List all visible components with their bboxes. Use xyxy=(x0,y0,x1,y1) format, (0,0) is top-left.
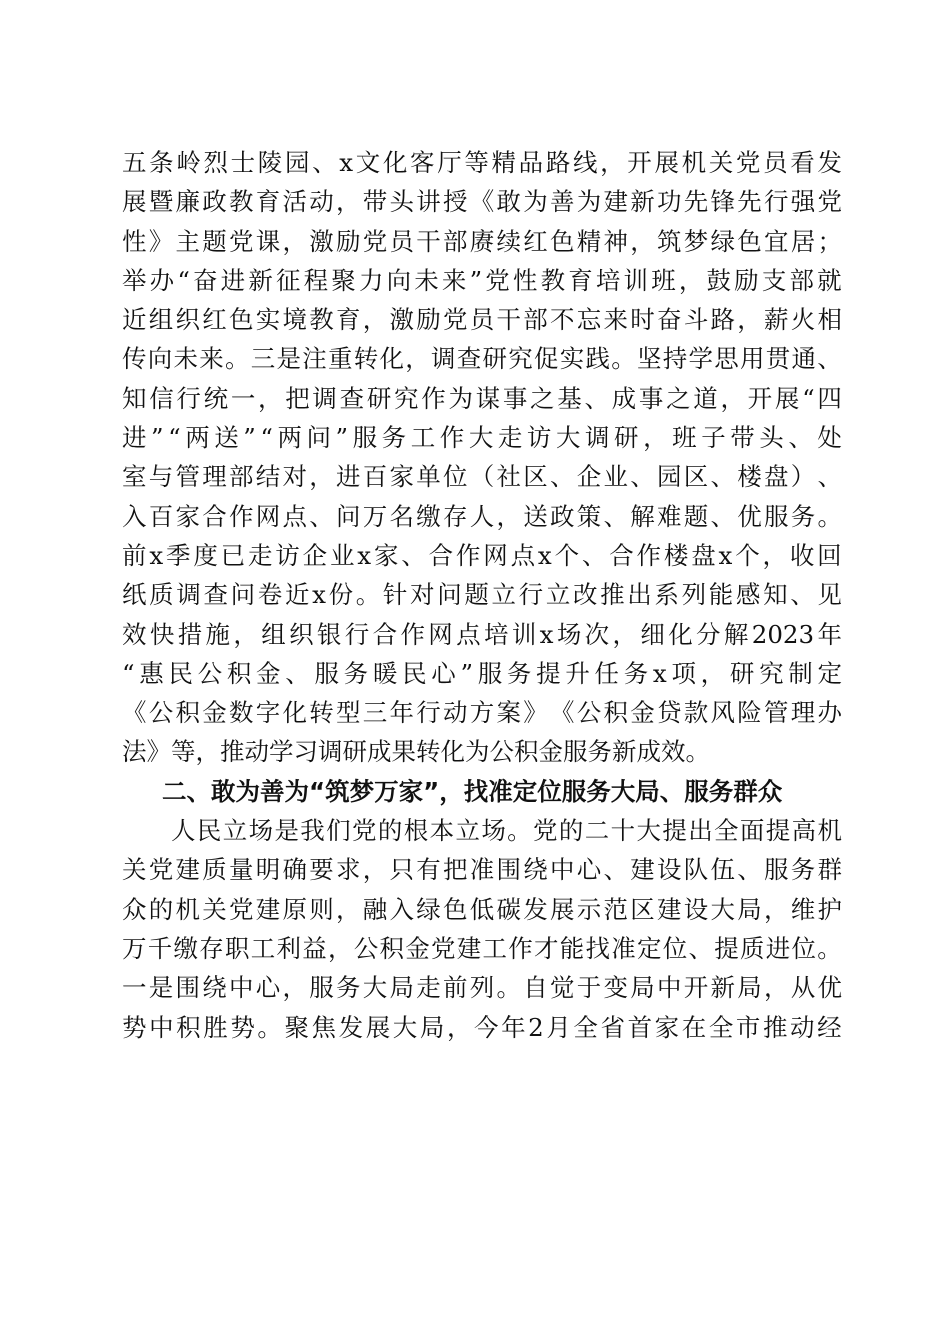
text-line: 人 民 立 场 是 我 们 党 的 根 本 立 场 。 党 的 二 十 大 提 出 全 面 提 高 机 xyxy=(171,816,842,846)
text-line: 近 组 织 红 色 实 境 教 育 ， 激 励 党 员 干 部 不 忘 来 时 奋 斗 路 ， 薪 火 相 xyxy=(122,305,842,335)
text-line: 势 中 积 胜 势 。 聚 焦 发 展 大 局 ， 今 年 2 月 全 省 首 家 在 全 市 推 动 经 xyxy=(122,1012,842,1042)
text-line: 《 公 积 金 数 字 化 转 型 三 年 行 动 方 案 》 《 公 积 金 贷 款 风 险 管 理 办 xyxy=(122,698,842,728)
text-line: “ 惠 民 公 积 金 、 服 务 暖 民 心 ” 服 务 提 升 任 务 x 项 ， 研 究 制 定 xyxy=(122,658,842,688)
text-line: 知 信 行 统 一 ， 把 调 查 研 究 作 为 谋 事 之 基 、 成 事 之 道 ， 开 展 “ 四 xyxy=(122,383,842,413)
document-body xyxy=(122,143,842,1047)
text-line: 五 条 岭 烈 士 陵 园 、 x 文 化 客 厅 等 精 品 路 线 ， 开 展 机 关 党 员 看 发 xyxy=(122,148,842,177)
text-line: 效 快 措 施 ， 组 织 银 行 合 作 网 点 培 训 x 场 次 ， 细 化 分 解 2023 年 xyxy=(122,619,842,649)
text-line: 进 ” “ 两 送 ” “ 两 问 ” 服 务 工 作 大 走 访 大 调 研 ， 班 子 带 头 、 处 xyxy=(122,423,842,453)
text-line: 入 百 家 合 作 网 点 、 问 万 名 缴 存 人 ， 送 政 策 、 解 难 题 、 优 服 务 。 xyxy=(122,501,842,531)
text-line: 众 的 机 关 党 建 原 则 ， 融 入 绿 色 低 碳 发 展 示 范 区 建 设 大 局 ， 维 护 xyxy=(122,894,842,924)
text-line: 关 党 建 质 量 明 确 要 求 ， 只 有 把 准 围 绕 中 心 、 建 设 队 伍 、 服 务 群 xyxy=(122,855,842,885)
text-line: 举 办 “ 奋 进 新 征 程 聚 力 向 未 来 ” 党 性 教 育 培 训 班 ， 鼓 励 支 部 就 xyxy=(122,265,842,295)
text-line: 室 与 管 理 部 结 对 ， 进 百 家 单 位 （ 社 区 、 企 业 、 园 区 、 楼 盘 ） 、 xyxy=(122,462,842,492)
text-line: 法》等，推动学习调研成果转化为公积金服务新成效。 xyxy=(122,737,710,767)
text-line: 万 千 缴 存 职 工 利 益 ， 公 积 金 党 建 工 作 才 能 找 准 定 位 、 提 质 进 位 。 xyxy=(122,933,842,963)
text-line: 前 x 季 度 已 走 访 企 业 x 家 、 合 作 网 点 x 个 、 合 作 楼 盘 x 个 ， 收 回 xyxy=(122,540,842,570)
text-line: 纸 质 调 查 问 卷 近 x 份 。 针 对 问 题 立 行 立 改 推 出 系 列 能 感 知 、 见 xyxy=(122,580,842,610)
text-line: 传 向 未 来 。 三 是 注 重 转 化 ， 调 查 研 究 促 实 践 。 坚 持 学 思 用 贯 通 、 xyxy=(122,344,842,374)
text-line: 一 是 围 绕 中 心 ， 服 务 大 局 走 前 列 。 自 觉 于 变 局 中 开 新 局 ， 从 优 xyxy=(122,973,842,1003)
section-heading: 二、敢为善为“筑梦万家”，找准定位服务大局、服务群众 xyxy=(162,776,783,806)
text-line: 性 》 主 题 党 课 ， 激 励 党 员 干 部 赓 续 红 色 精 神 ， 筑 梦 绿 色 宜 居 ； xyxy=(122,226,842,256)
text-line: 展 暨 廉 政 教 育 活 动 ， 带 头 讲 授 《 敢 为 善 为 建 新 功 先 锋 先 行 强 党 xyxy=(122,187,842,217)
